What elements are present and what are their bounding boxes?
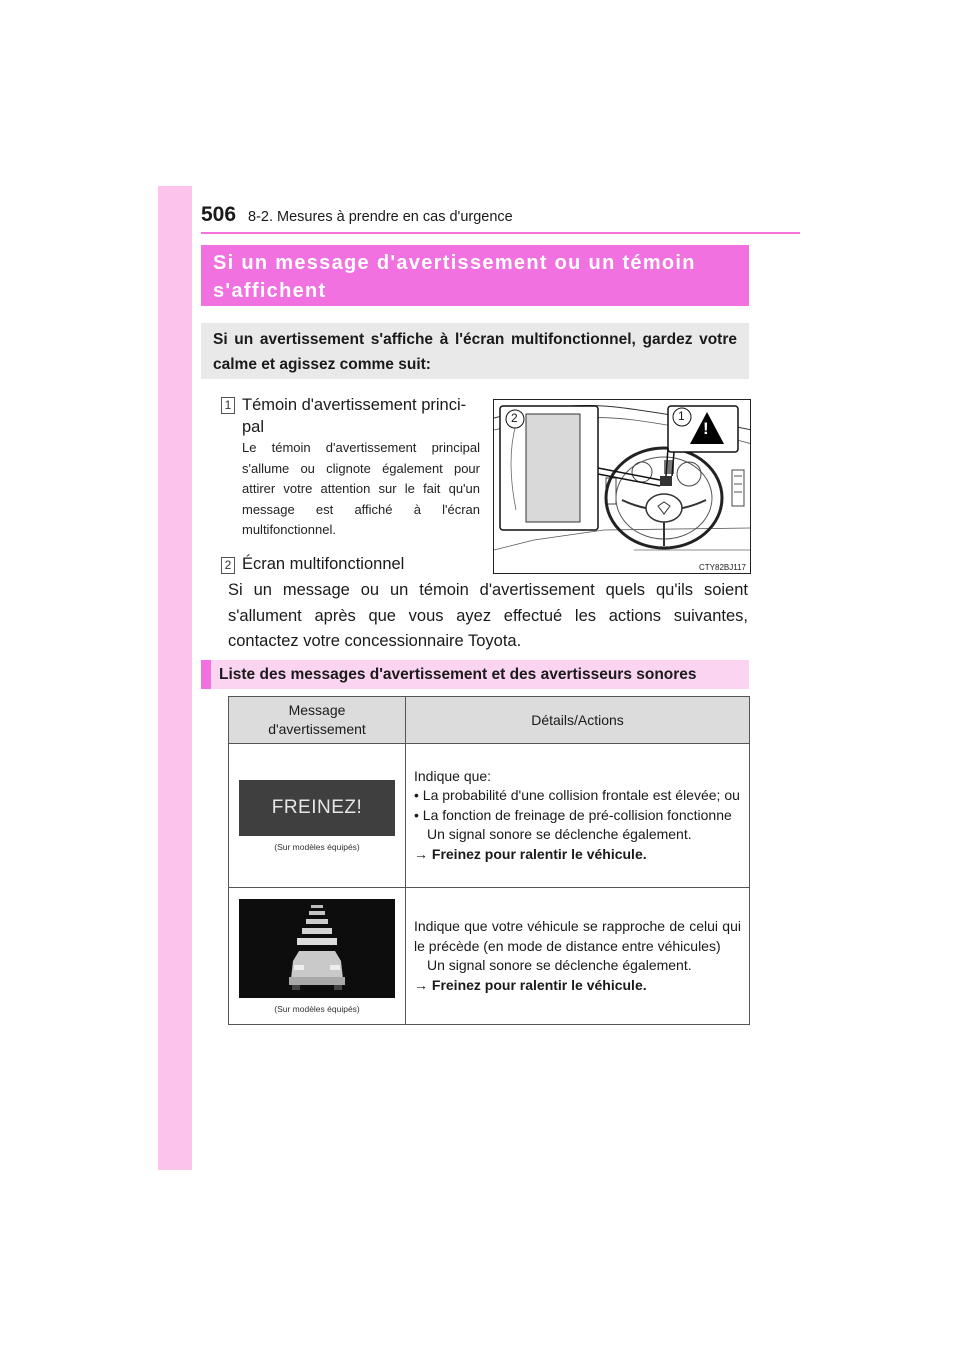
- action-text: Freinez pour ralentir le véhicule.: [431, 845, 647, 862]
- item-title-2: Écran multifonctionnel: [242, 555, 405, 573]
- section-title: [201, 245, 749, 306]
- table-header-message: [229, 697, 406, 744]
- cabin-illustration: [493, 399, 751, 574]
- image-caption: (Sur modèles équipés): [274, 1003, 360, 1014]
- details-intro: Indique que votre véhicule se rapproche de celui qui le précède (en mode de distance entre véhicules): [414, 918, 741, 954]
- table-header-row: [229, 697, 750, 744]
- table-header-message-line1: Message: [288, 702, 346, 718]
- warning-triangle-icon: !: [703, 419, 709, 438]
- figure-callout-1: 1: [678, 409, 685, 423]
- details-bullet: • La probabilité d'une collision frontale est élevée; ou: [414, 787, 740, 804]
- details-note: Un signal sonore se déclenche également.: [427, 826, 692, 843]
- list-heading: Liste des messages d'avertissement et des avertisseurs sonores: [201, 660, 749, 689]
- details-note: Un signal sonore se déclenche également.: [427, 957, 692, 973]
- message-image-cell: [229, 888, 406, 1025]
- header-divider: [201, 232, 800, 234]
- page-number: 506: [201, 203, 237, 226]
- table-header-details: Détails/Actions: [406, 697, 750, 744]
- item-number-2: 2: [221, 557, 235, 574]
- details-action: [414, 845, 741, 865]
- section-title-line1: Si un message d'avertissement ou un témoin: [213, 252, 696, 274]
- action-text: Freinez pour ralentir le véhicule.: [431, 976, 647, 993]
- arrow-icon: →: [414, 845, 428, 862]
- freinez-message-image: FREINEZ!: [239, 780, 395, 836]
- details-action: [414, 976, 741, 996]
- body-paragraph: Si un message ou un témoin d'avertissement quels qu'ils soient s'allument après que vous ayez effectué les actions suivantes, contactez votre concessionnaire Toyota.: [228, 581, 748, 650]
- arrow-icon: →: [414, 976, 428, 993]
- item-title-1-line2: pal: [242, 418, 265, 436]
- cabin-drawing: [494, 400, 751, 574]
- message-image-cell: [229, 744, 406, 888]
- table-header-message-line2: d'avertissement: [268, 721, 366, 737]
- chapter-side-bar: [158, 186, 192, 1170]
- item-title-1-line1: Témoin d'avertissement princi-: [242, 396, 467, 414]
- details-intro: Indique que:: [414, 767, 492, 784]
- item-number-1: 1: [221, 397, 235, 414]
- vehicle-distance-image: [239, 899, 395, 998]
- vehicle-distance-drawing: [239, 899, 395, 998]
- details-bullet: • La fonction de freinage de pré-collision fonctionne: [414, 806, 732, 823]
- figure-callout-2: 2: [511, 411, 518, 425]
- item-description-1: Le témoin d'avertissement principal s'allume ou clignote également pour attirer votre attention sur le fait qu'un message est affiché à l'écran multifonctionnel.: [242, 440, 480, 537]
- chapter-title: 8-2. Mesures à prendre en cas d'urgence: [248, 209, 513, 225]
- details-cell: [406, 744, 750, 888]
- table-row: [229, 744, 750, 888]
- intro-box: Si un avertissement s'affiche à l'écran multifonctionnel, gardez votre calme et agissez comme suit:: [201, 323, 749, 379]
- section-title-line2: s'affichent: [213, 280, 327, 302]
- table-row: [229, 888, 750, 1025]
- figure-code: CTY82BJ117: [699, 563, 746, 572]
- details-cell: [406, 888, 750, 1025]
- item-title-1: [242, 394, 466, 438]
- image-caption: (Sur modèles équipés): [274, 841, 360, 852]
- warning-messages-table: [228, 696, 750, 1025]
